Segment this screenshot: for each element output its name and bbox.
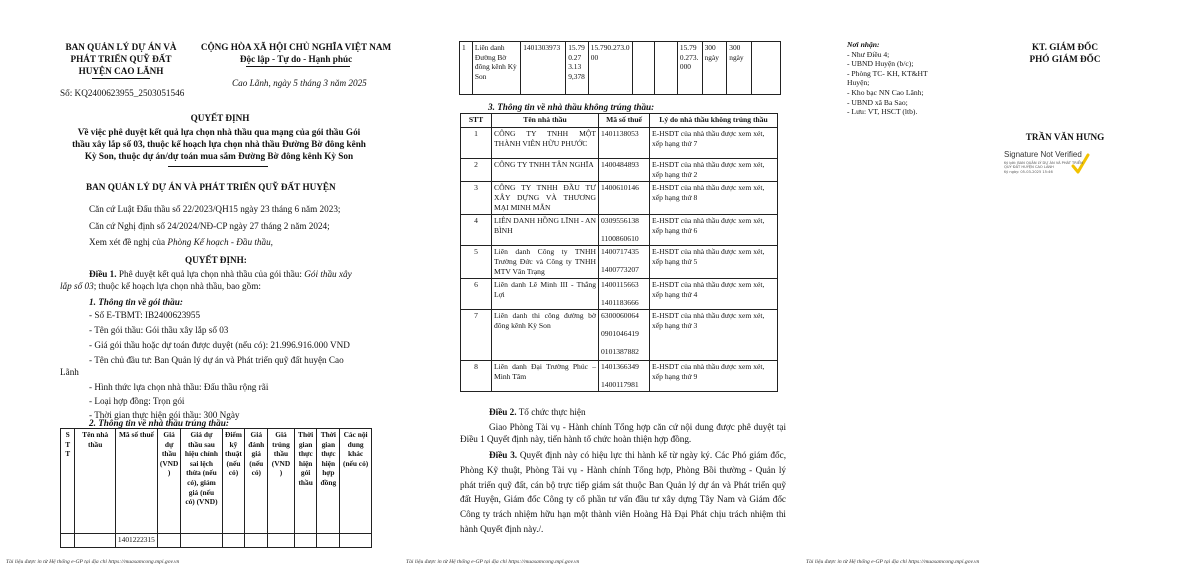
recipient-item: - UBND Huyện (b/c); [847, 59, 914, 69]
page-3 [800, 0, 1200, 585]
table-cell [340, 534, 372, 548]
article-1-package: Gói thầu xây [304, 269, 352, 279]
cell-tax [599, 182, 650, 215]
article-2-text: Tổ chức thực hiện [516, 407, 586, 417]
cell-reason: E-HSDT của nhà thầu được xem xét, xếp hạng thứ 5 [650, 246, 778, 279]
cell-reason: E-HSDT của nhà thầu được xem xét, xếp hạng thứ 6 [650, 215, 778, 246]
recipient-item: Huyện; [847, 78, 870, 88]
table-cell [317, 534, 340, 548]
cell-stt: 7 [461, 310, 492, 361]
tax-code: 0101387882 [601, 347, 639, 356]
motto-underline [246, 66, 350, 67]
page-2 [400, 0, 800, 585]
table-cell [245, 534, 268, 548]
stamp-line: Ký bởi: BAN QUẢN LÝ DỰ ÁN VÀ PHÁT TRIỂN [1004, 161, 1083, 165]
tax-code: 0901046419 [601, 329, 639, 338]
table-cell [181, 534, 222, 548]
cell-tax [599, 159, 650, 182]
col-tax: Mã số thuế [115, 429, 157, 534]
agency-line: HUYỆN CAO LÃNH [78, 66, 164, 76]
motto: Độc lập - Tự do - Hạnh phúc [239, 54, 353, 64]
article-2-body: Giao Phòng Tài vụ - Hành chính Tổng hợp căn cứ nội dung được phê duyệt tại Điều 1 Quyết định này, tiến hành tổ chức hoàn thiện hợp đồng. [460, 422, 786, 444]
cell-tech-score [632, 42, 655, 95]
article-2-label: Điều 2. [489, 407, 517, 417]
col-eval-price: Giá đánh giá (nếu có) [245, 429, 268, 534]
cell-stt: 6 [461, 279, 492, 310]
review-prefix: Xem xét đề nghị của [89, 237, 168, 247]
cell-stt: 2 [461, 159, 492, 182]
col-stt: S T T [61, 429, 75, 534]
recipient-item: - Kho bạc NN Cao Lãnh; [847, 87, 924, 97]
place-date: Cao Lãnh, ngày 5 tháng 3 năm 2025 [232, 78, 367, 88]
tax-code: 1400717435 [601, 247, 639, 256]
info-item: - Số E-TBMT: IB2400623955 [89, 310, 201, 320]
footer-note: Tài liệu được in từ Hệ thống e-GP tại địa chỉ https://muasamcong.mpi.gov.vn [6, 559, 180, 565]
cell-name: Liên danh Lê Minh III - Thắng Lợi [492, 279, 599, 310]
col-stt: STT [461, 114, 492, 128]
tax-code: 1100860610 [601, 234, 639, 243]
col-tech-score: Điểm kỹ thuật (nếu có) [222, 429, 245, 534]
info-item: - Thời gian thực hiện gói thầu: 300 Ngày [89, 410, 240, 420]
footer-note: Tài liệu được in từ Hệ thống e-GP tại địa chỉ https://muasamcong.mpi.gov.vn [806, 559, 980, 565]
losers-table [460, 113, 778, 392]
signer-name: TRẦN VĂN HƯNG [1025, 132, 1105, 142]
col-reason: Lý do nhà thầu không trúng thầu [650, 114, 778, 128]
table-row [461, 159, 778, 182]
tax-code: 1401366349 [601, 362, 639, 371]
table-row [461, 128, 778, 159]
cell-stt: 1 [461, 128, 492, 159]
article-1-label: Điều 1. [89, 269, 117, 279]
cell-stt: 5 [461, 246, 492, 279]
tax-code: 1400115663 [601, 280, 639, 289]
article-2 [460, 406, 786, 445]
recipients [847, 40, 979, 117]
table-cell [268, 534, 295, 548]
info-item: - Giá gói thầu hoặc dự toán được duyệt (nếu có): 21.996.916.000 VND [89, 340, 350, 350]
article-3-body: Quyết định này có hiệu lực thi hành kể từ ngày ký. Các Phó giám đốc, Phòng Kỹ thuật, Phòng Tài vụ - Hành chính Tổng hợp, Phòng Bồi thường - Quản lý phát triển quỹ đất, cán bộ trực tiếp giám sát thuộc Ban Quản lý dự án và Phát triển quỹ đất Huyện, Giám đốc Công ty cổ phần tư vấn đầu tư xây dựng Tây Nam và Giám đốc Công ty trách nhiệm hữu hạn một thành viên Hoàng Hà Đại Phát chịu trách nhiệm thi hành Quyết định này./. [460, 450, 786, 534]
cell-eval-price [655, 42, 678, 95]
table-row [461, 310, 778, 361]
country-header [192, 41, 400, 65]
stamp-line: QUỸ ĐẤT HUYỆN CAO LÃNH [1004, 165, 1054, 170]
article-3 [460, 448, 786, 537]
cell-reason: E-HSDT của nhà thầu được xem xét, xếp hạng thứ 7 [650, 128, 778, 159]
table-cell [61, 534, 75, 548]
info-item: - Tên chủ đầu tư: Ban Quản lý dự án và Phát triển quỹ đất huyện Cao [89, 355, 344, 365]
tax-code: 1400773207 [601, 265, 639, 274]
section-1-title: 1. Thông tin về gói thầu: [89, 297, 183, 307]
section-3-title: 3. Thông tin về nhà thầu không trúng thầu: [488, 102, 655, 112]
cell-name: CÔNG TY TNHH MỘT THÀNH VIÊN HỮU PHƯỚC [492, 128, 599, 159]
digital-signature [1004, 150, 1114, 186]
doc-number: Số: KQ2400623955_2503051546 [60, 88, 185, 98]
col-adjusted: Giá dự thầu sau hiệu chỉnh sai lệch thừa (nếu có), giảm giá (nếu có) (VND) [181, 429, 222, 534]
cell-tax: 1401303973 [521, 42, 566, 95]
cell-adjusted: 15.790.273.000 [588, 42, 632, 95]
subject-line: thầu xây lắp số 03, thuộc kế hoạch lựa chọn nhà thầu Đường Bờ đông kênh [72, 139, 366, 149]
table-cell [222, 534, 245, 548]
subject-underline [168, 166, 268, 167]
col-tax: Mã số thuế [599, 114, 650, 128]
cell-reason: E-HSDT của nhà thầu được xem xét, xếp hạng thứ 8 [650, 182, 778, 215]
basis-law: Căn cứ Luật Đấu thầu số 22/2023/QH15 ngày 23 tháng 6 năm 2023; [89, 204, 341, 214]
table-cell [294, 534, 317, 548]
cell-name: CÔNG TY TNHH ĐẦU TƯ XÂY DỰNG VÀ THƯƠNG MẠI MINH MẪN [492, 182, 599, 215]
article-1-package: lắp số 03 [60, 281, 94, 291]
col-bid: Giá dự thầu (VND ) [157, 429, 180, 534]
stamp-line: Ký ngày: 05-03-2025 15:46 [1004, 169, 1053, 174]
decision-title: QUYẾT ĐỊNH [190, 113, 250, 123]
tax-code: 6300060064 [601, 311, 639, 320]
table-row [461, 361, 778, 392]
cell-contract-time: 300 ngày [727, 42, 752, 95]
table-row [461, 246, 778, 279]
cell-package-time: 300 ngày [702, 42, 727, 95]
winner-table-row [459, 41, 781, 95]
tax-code: 1401138053 [601, 129, 639, 138]
recipient-item: - Lưu: VT, HSCT (ltb). [847, 107, 918, 117]
cell-name: CÔNG TY TNHH TÂN NGHĨA [492, 159, 599, 182]
cell-tax [599, 310, 650, 361]
cell-winning: 15.790.273.000 [677, 42, 702, 95]
page-1 [0, 0, 400, 585]
info-item: Lãnh [60, 367, 79, 377]
decides-heading: QUYẾT ĐỊNH: [185, 255, 247, 265]
tax-code: 1400610146 [601, 183, 639, 192]
decision-subject [56, 126, 382, 162]
cell-reason: E-HSDT của nhà thầu được xem xét, xếp hạng thứ 2 [650, 159, 778, 182]
cell-tax [599, 128, 650, 159]
cell-stt: 8 [461, 361, 492, 392]
partial-tax-code: 1401222315 [115, 534, 157, 548]
info-item: - Loại hợp đồng: Trọn gói [89, 396, 185, 406]
table-cell [75, 534, 115, 548]
info-item: - Hình thức lựa chọn nhà thầu: Đấu thầu rộng rãi [89, 382, 269, 392]
signer-role-line: PHÓ GIÁM ĐỐC [1029, 54, 1101, 64]
cell-reason: E-HSDT của nhà thầu được xem xét, xếp hạng thứ 4 [650, 279, 778, 310]
cell-name: LIÊN DANH HỒNG LĨNH - AN BÌNH [492, 215, 599, 246]
article-1 [60, 268, 380, 292]
subject-line: Kỳ Son, thuộc dự án/dự toán mua sắm Đường Bờ đông kênh Kỳ Son [84, 151, 354, 161]
country-name: CỘNG HÒA XÃ HỘI CHỦ NGHĨA VIỆT NAM [200, 42, 392, 52]
subject-line: Về việc phê duyệt kết quả lựa chọn nhà thầu qua mạng của gói thầu Gói [77, 127, 361, 137]
tax-code: 1400484893 [601, 160, 639, 169]
basis-decree: Căn cứ Nghị định số 24/2024/NĐ-CP ngày 27 tháng 2 năm 2024; [89, 221, 330, 231]
article-3-label: Điều 3. [489, 450, 518, 460]
winner-table-header [60, 428, 372, 548]
tax-code: 1400117981 [601, 380, 639, 389]
cell-name: Liên danh thi công đường bờ đông kênh Kỳ Son [492, 310, 599, 361]
article-1-text: ; thuộc kế hoạch lựa chọn nhà thầu, bao gồm: [93, 281, 261, 291]
agency-name [50, 41, 192, 77]
cell-stt: 3 [461, 182, 492, 215]
recipient-item: - Như Điều 4; [847, 49, 890, 59]
table-row [460, 42, 781, 95]
article-1-text: Phê duyệt kết quả lựa chọn nhà thầu của gói thầu: [116, 269, 305, 279]
signature-status: Signature Not Verified [1004, 150, 1082, 159]
col-package-time: Thời gian thực hiện gói thầu [294, 429, 317, 534]
tax-code: 1401183666 [601, 298, 639, 307]
losers-table-body [461, 128, 778, 392]
review-proposal [89, 236, 273, 248]
col-other: Các nội dung khác (nếu có) [340, 429, 372, 534]
agency-line: PHÁT TRIỂN QUỸ ĐẤT [70, 54, 172, 64]
table-row [461, 279, 778, 310]
cell-other [751, 42, 780, 95]
cell-name: Liên danh Công ty TNHH Trường Đức và Công ty TNHH MTV Văn Trạng [492, 246, 599, 279]
cell-stt: 4 [461, 215, 492, 246]
table-cell [157, 534, 180, 548]
cell-name: Liên danh Đường Bờ đông kênh Kỳ Son [472, 42, 520, 95]
cell-reason: E-HSDT của nhà thầu được xem xét, xếp hạng thứ 9 [650, 361, 778, 392]
section-2-title: 2. Thông tin về nhà thầu trúng thầu: [89, 418, 229, 428]
signer-role [990, 41, 1140, 65]
tax-code: 0309556138 [601, 216, 639, 225]
col-contract-time: Thời gian thực hiện hợp đồng [317, 429, 340, 534]
agency-underline [92, 78, 150, 79]
recipient-item: - UBND xã Ba Sao; [847, 97, 908, 107]
recipients-title: Nơi nhận: [847, 40, 880, 49]
cell-tax [599, 279, 650, 310]
cell-tax [599, 246, 650, 279]
cell-name: Liên danh Đại Trường Phúc – Minh Tâm [492, 361, 599, 392]
cell-tax [599, 361, 650, 392]
cell-stt: 1 [460, 42, 473, 95]
signer-role-line: KT. GIÁM ĐỐC [1032, 42, 1098, 52]
info-item: - Tên gói thầu: Gói thầu xây lắp số 03 [89, 325, 229, 335]
col-name: Tên nhà thầu [75, 429, 115, 534]
col-winning-price: Giá trúng thầu (VND ) [268, 429, 295, 534]
table-row [461, 215, 778, 246]
cell-bid: 15.790.273.139,378 [566, 42, 589, 95]
footer-note: Tài liệu được in từ Hệ thống e-GP tại địa chỉ https://muasamcong.mpi.gov.vn [406, 559, 580, 565]
table-row [461, 182, 778, 215]
recipient-item: - Phòng TC- KH, KT&HT [847, 68, 928, 78]
package-info [60, 309, 390, 423]
signature-stamp [1004, 161, 1114, 174]
col-name: Tên nhà thầu [492, 114, 599, 128]
agency-line: BAN QUẢN LÝ DỰ ÁN VÀ [65, 42, 177, 52]
issuer: BAN QUẢN LÝ DỰ ÁN VÀ PHÁT TRIỂN QUỸ ĐẤT HUYỆN [86, 182, 336, 192]
cell-tax [599, 215, 650, 246]
review-dept: Phòng Kế hoạch - Đầu thầu, [167, 237, 273, 247]
cell-reason: E-HSDT của nhà thầu được xem xét, xếp hạng thứ 3 [650, 310, 778, 361]
